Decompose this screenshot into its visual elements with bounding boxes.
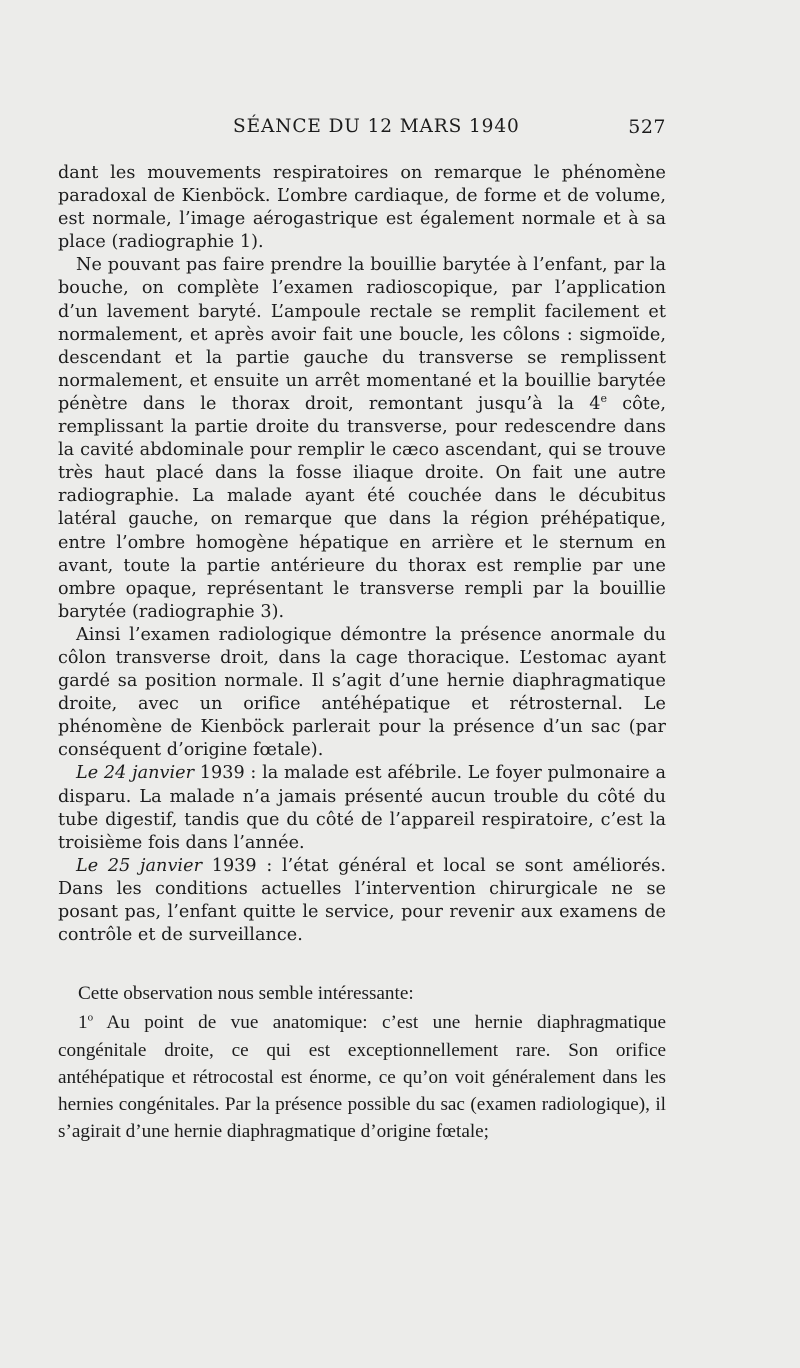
date-label: Le 24 janvier (76, 763, 195, 784)
conclusion-point-1 (58, 1009, 666, 1145)
body-text (58, 162, 666, 947)
conclusion-intro: Cette observation nous semble intéressante: (78, 983, 414, 1004)
paragraph-text: 1939 : l’état général et local se sont améliorés. Dans les conditions actuelles l’intervention chirurgicale ne se posant pas, l’enfant quitte le service, pour revenir aux examens de contrôle et de surveillance. (58, 855, 666, 946)
paragraph-text: Au point de vue anatomique: c’est une hernie diaphragmatique congénitale droite, ce qui est exceptionnellement rare. Son orifice antéhépatique et rétrocostal est énorme, ce qu’on voit généralement dans les hernies congénitales. Par la présence possible du sac (examen radiologique), il s’agirait d’une hernie diaphragmatique d’origine fœtale; (58, 1012, 666, 1143)
paragraph-text: 1939 : la malade est afébrile. Le foyer pulmonaire a disparu. La malade n’a jamais présenté aucun trouble du côté du tube digestif, tandis que du côté de l’appareil respiratoire, c’est la troisième fois dans l’année. (58, 763, 666, 853)
paragraph-text: Ne pouvant pas faire prendre la bouillie barytée à l’enfant, par la bouche, on complète l’examen radioscopique, par l’application d’un lavement baryté. L’ampoule rectale se remplit facilement et normalement, et après avoir fait une boucle, les côlons : sigmoïde, descendant et la partie gauche du transverse se remplissent normalement, et ensuite un arrêt momentané et la bouillie barytée pénètre dans le thorax droit, remontant jusqu’à la 4 (58, 255, 666, 414)
date-label: Le 25 janvier (76, 855, 203, 876)
page-header (58, 116, 666, 146)
paragraph-continuation: dant les mouvements respiratoires on remarque le phénomène paradoxal de Kienböck. L’ombre cardiaque, de forme et de volume, est normale, l’image aérogastrique est également normale et à sa place (radiographie 1). (58, 163, 666, 253)
paragraph-january-24 (58, 762, 666, 854)
page-number: 527 (628, 116, 666, 138)
point-number: 1 (78, 1012, 88, 1034)
paragraph-text: côte, remplissant la partie droite du transverse, pour redescendre dans la cavité abdominale pour remplir le cæco ascendant, qui se trouve très haut placé dans la fosse iliaque droite. On fait une autre radiographie. La malade ayant été couchée dans le décubitus latéral gauche, on remarque que dans la région préhépatique, entre l’ombre homogène hépatique en arrière et le sternum en avant, toute la partie antérieure du thorax est remplie par une ombre opaque, représentant le transverse rempli par la bouillie barytée (radiographie 3). (58, 393, 666, 622)
running-title: SÉANCE DU 12 MARS 1940 (233, 116, 520, 137)
superscript: o (87, 1011, 94, 1024)
paragraph-january-25 (58, 855, 666, 947)
paragraph-barium-enema (58, 254, 666, 624)
superscript: e (600, 392, 608, 406)
paragraph-radiology-conclusion: Ainsi l’examen radiologique démontre la présence anormale du côlon transverse droit, dans la cage thoracique. L’estomac ayant gardé sa position normale. Il s’agit d’une hernie diaphragmatique droite, avec un orifice antéhépatique et rétrosternal. Le phénomène de Kienböck parlerait pour la présence d’un sac (par conséquent d’origine fœtale). (58, 624, 666, 761)
conclusion-section (58, 980, 666, 1146)
